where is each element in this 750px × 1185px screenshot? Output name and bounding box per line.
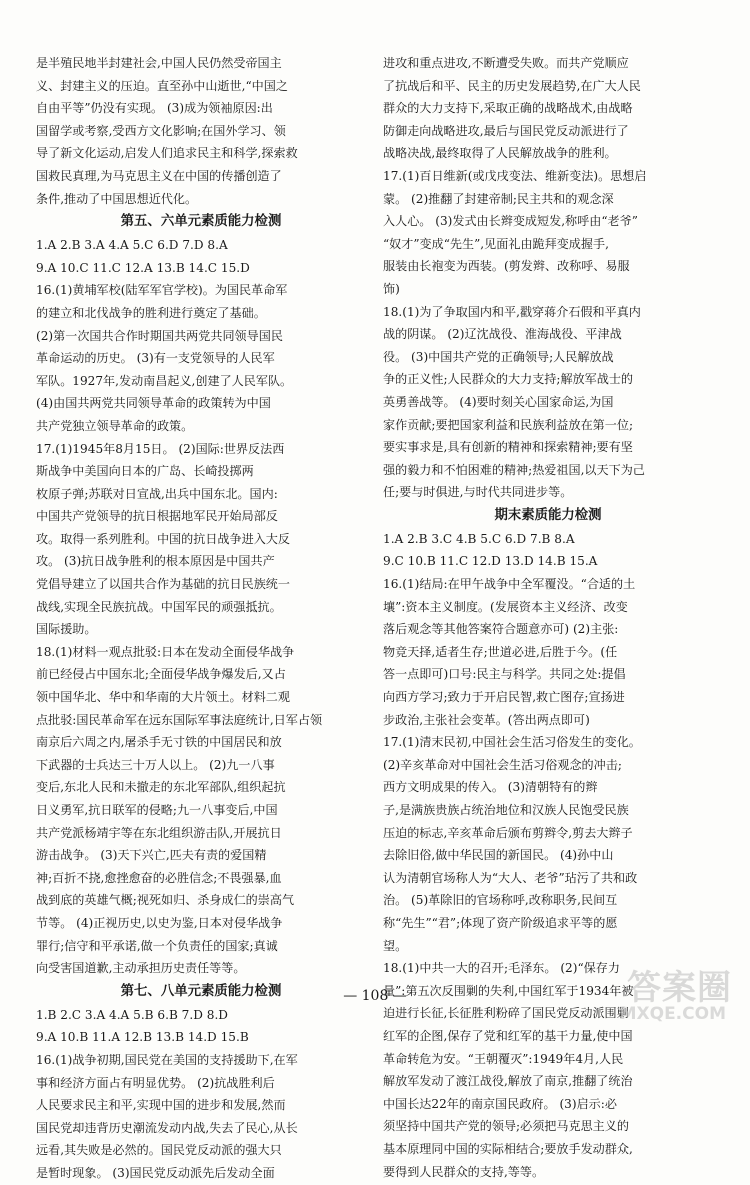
right-continued-text: 进攻和重点进攻,不断遭受失败。而共产党顺应 了抗战后和平、民主的历史发展趋势,在广大人民 群众的大力支持下,采取正确的战略战术,由战略 防御走向战略进攻,最后与国民党反动派进行了 战略决战,最终取得了人民解放战争的胜利。 17.(1)百日维新(或戊戌变法、维新变法)。思想启 蒙。 (2)推翻了封建帝制;民主共和的观念深 入人心。 (3)发式由长辫变成短发,称呼由“老爷” “奴才”变成“先生”,见面礼由跪拜变成握手, 服装由长袍变为西装。(剪发辫、改称呼、易服 饰) 18.(1)为了争取国内和平,戳穿蒋介石假和平真内 战的阴谋。 (2)辽沈战役、淮海战役、平津战 役。 (3)中国共产党的正确领导;人民解放战 争的正义性;人民群众的大力支持;解放军战士的 英勇善战等。 (4)要时刻关心国家命运,为国 家作贡献;要把国家利益和民族利益放在第一位; 要实事求是,具有创新的精神和探索精神;要有坚 强的毅力和不怕困难的精神;热爱祖国,以天下为己 任;要与时俱进,与时代共同进步等。 xyxy=(383,56,647,500)
page-number: — 108 — xyxy=(343,988,407,1004)
answers-units-7-8: 1.B 2.C 3.A 4.A 5.B 6.B 7.D 8.D 9.A 10.B 11.A 12.B 13.B 14.D 15.B 16.(1)战争初期,国民党在美国的支持援助下,在军 事和经济方面占有明显优势。 (2)抗战胜利后 人民要求民主和平,实现中国的进步和发展,然而 国民党却违背历史潮流发动内战,失去了民心,从长 远看,其失败是必然的。国民党反动派的强大只 是暂时现象。 (3)国民党反动派先后发动全面 xyxy=(36,1007,298,1180)
left-column xyxy=(36,52,366,1185)
answers-final-exam: 1.A 2.B 3.C 4.B 5.C 6.D 7.B 8.A 9.C 10.B 11.C 12.D 13.D 14.B 15.A 16.(1)结局:在甲午战争中全军覆没。“合适的土 壤”:资本主义制度。(发展资本主义经济、改变 落后观念等其他答案符合题意亦可) (2)主张: 物竞天择,适者生存;世道必进,后胜于今。(任 答一点即可)口号:民主与科学。共同之处:提倡 向西方学习;致力于开启民智,救亡图存;宣扬进 步政治,主张社会变革。(答出两点即可) 17.(1)清末民初,中国社会生活习俗发生的变化。 (2)辛亥革命对中国社会生活习俗观念的冲击; 西方文明成果的传入。 (3)清朝特有的辫 子,是满族贵族占统治地位和汉族人民饱受民族 压迫的标志,辛亥革命后颁布剪辫令,剪去大辫子 去除旧俗,做中华民国的新国民。 (4)孙中山 认为清朝官场称人为“大人、老爷”玷污了共和政 治。 (5)革除旧的官场称呼,改称职务,民间互 称“先生”“君”;体现了资产阶级追求平等的愿 望。 18.(1)中共一大的召开;毛泽东。 (2)“保存力 量”:第五次反围剿的失利,中国红军于1934年被 迫进行长征,长征胜利粉碎了国民党反动派围剿 红军的企图,保存了党和红军的基干力量,使中国 革命转危为安。“王朝覆灭”:1949年4月,人民 解放军发动了渡江战役,解放了南京,推翻了统治 中国长达22年的南京国民政府。 (3)启示:必 须坚持中国共产党的领导;必须把马克思主义的 基本原理同中国的实际相结合;要放手发动群众, 要得到人民群众的支持,等等。 xyxy=(383,531,641,1179)
answers-units-5-6: 1.A 2.B 3.A 4.A 5.C 6.D 7.D 8.A 9.A 10.C 11.C 12.A 13.B 14.C 15.D 16.(1)黄埔军校(陆军军官学校)。为国民革命军 的建立和北伐战争的胜利进行奠定了基础。 (2)第一次国共合作时期国共两党共同领导国民 革命运动的历史。 (3)有一支党领导的人民军 军队。1927年,发动南昌起义,创建了人民军队。 (4)由国共两党共同领导革命的政策转为中国 共产党独立领导革命的政策。 17.(1)1945年8月15日。 (2)国际:世界反法西 斯战争中美国向日本的广岛、长崎投掷两 枚原子弹;苏联对日宣战,出兵中国东北。国内: 中国共产党领导的抗日根据地军民开始局部反 攻。取得一系列胜利。中国的抗日战争进入大反 攻。 (3)抗日战争胜利的根本原因是中国共产 党倡导建立了以国共合作为基础的抗日民族统一 战线,实现全民族抗战。中国军民的顽强抵抗。 国际援助。 18.(1)材料一观点批驳:日本在发动全面侵华战争 前已经侵占中国东北;全面侵华战争爆发后,又占 领中国华北、华中和华南的大片领土。材料二观 点批驳:国民革命军在远东国际军事法庭统计,日军占领 南京后六周之内,屠杀手无寸铁的中国居民和放 下武器的士兵达三十万人以上。 (2)九一八事 变后,东北人民和未撤走的东北军部队,组织起抗 日义勇军,抗日联军的侵略;九一八事变后,中国 共产党派杨靖宇等在东北组织游击队,开展抗日 游击战争。 (3)天下兴亡,匹夫有责的爱国精 神;百折不挠,愈挫愈奋的必胜信念;不畏强暴,血 战到底的英雄气概;视死如归、杀身成仁的崇高气 节等。 (4)正视历史,以史为鉴,日本对侵华战争 罪行;信守和平承诺,做一个负责任的国家;真诚 向受害国道歉,主动承担历史责任等等。 xyxy=(36,238,323,976)
watermark-site: MXQE.COM xyxy=(619,1004,726,1024)
section-heading-units-7-8: 第七、八单元素质能力检测 xyxy=(120,983,282,999)
section-heading-final-exam: 期末素质能力检测 xyxy=(494,507,602,523)
left-continued-text: 是半殖民地半封建社会,中国人民仍然受帝国主 义、封建主义的压迫。直至孙中山逝世,“中国之 自由平等”仍没有实现。 (3)成为领袖原因:出 国留学或考察,受西方文化影响;在国外学习、领 导了新文化运动,启发人们追求民主和科学,探索救 国救民真理,为马克思主义在中国的传播创造了 条件,推动了中国思想近代化。 xyxy=(36,56,298,206)
section-heading-units-5-6: 第五、六单元素质能力检测 xyxy=(120,214,282,230)
watermark-logo: 答案圈 xyxy=(627,968,732,1008)
